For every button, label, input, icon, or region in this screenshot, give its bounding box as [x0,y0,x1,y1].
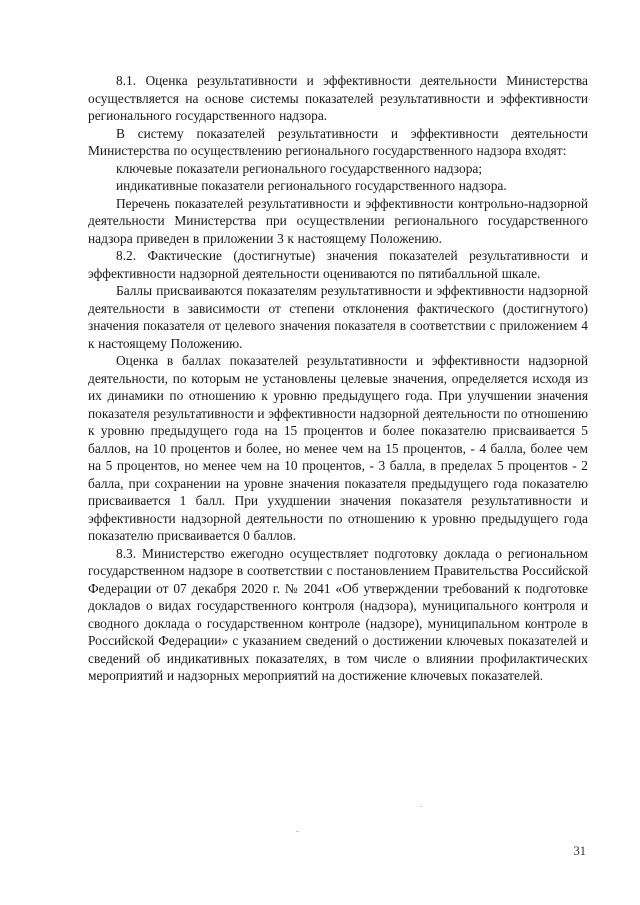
scan-artifact [420,806,422,807]
paragraph-8-1: 8.1. Оценка результативности и эффективности деятельности Министерства осуществляется на основе системы показателей результативности и эффективности регионального государственного надзора. [88,73,588,123]
paragraph-scores: Баллы присваиваются показателям результативности и эффективности надзорной деятельности в зависимости от степени отклонения фактического (достигнутого) значения показателя от целевого значения показателя в соответствии с приложением 4 к настоящему Положению. [88,283,588,351]
paragraph-key-indicators: ключевые показатели регионального государственного надзора; [116,160,483,176]
page-number: 31 [573,844,586,858]
paragraph-score-dynamics: Оценка в баллах показателей результативности и эффективности надзорной деятельности, по которым не установлены целевые значения, определяется исходя из их динамики по отношению к уровню предыдущего года. При улучшении значения показателя результативности и эффективности надзорной деятельности по отношению к уровню предыдущего года на 15 процентов и более показателю присваивается 5 баллов, на 10 процентов и более, но менее чем на 15 процентов, - 4 балла, более чем на 5 процентов, но менее чем на 10 процентов, - 3 балла, в пределах 5 процентов - 2 балла, при сохранении на уровне значения показателя предыдущего года показателю присваивается 1 балл. При ухудшении значения показателя результативности и эффективности надзорной деятельности по отношению к уровню предыдущего года показателю присваивается 0 баллов. [88,353,588,543]
paragraph-8-3: 8.3. Министерство ежегодно осуществляет подготовку доклада о региональном государственном надзоре в соответствии с постановлением Правительства Российской Федерации от 07 декабря 2020 г. № 2041 «Об утверждении требований к подготовке докладов о видах государственного контроля (надзора), муниципального контроля и сводного доклада о государственном контроле (надзоре), муниципальном контроле в Российской Федерации» с указанием сведений о достижении ключевых показателей и сведений об индикативных показателях, в том числе о влиянии профилактических мероприятий и надзорных мероприятий на достижение ключевых показателей. [88,545,588,683]
scan-artifact [296,831,299,832]
paragraph-indicators-list: Перечень показателей результативности и эффективности контрольно-надзорной деятельности Министерства при осуществлении регионального государственного надзора приведен в приложении 3 к настоящему Положению. [88,195,588,246]
document-body [88,72,588,685]
paragraph-indicators-intro: В систему показателей результативности и эффективности деятельности Министерства по осуществлению регионального государственного надзора входят: [88,125,588,158]
paragraph-indicative-indicators: индикативные показатели регионального государственного надзора. [116,178,507,193]
paragraph-8-2: 8.2. Фактические (достигнутые) значения показателей результативности и эффективности надзорной деятельности оцениваются по пятибалльной шкале. [88,248,588,281]
